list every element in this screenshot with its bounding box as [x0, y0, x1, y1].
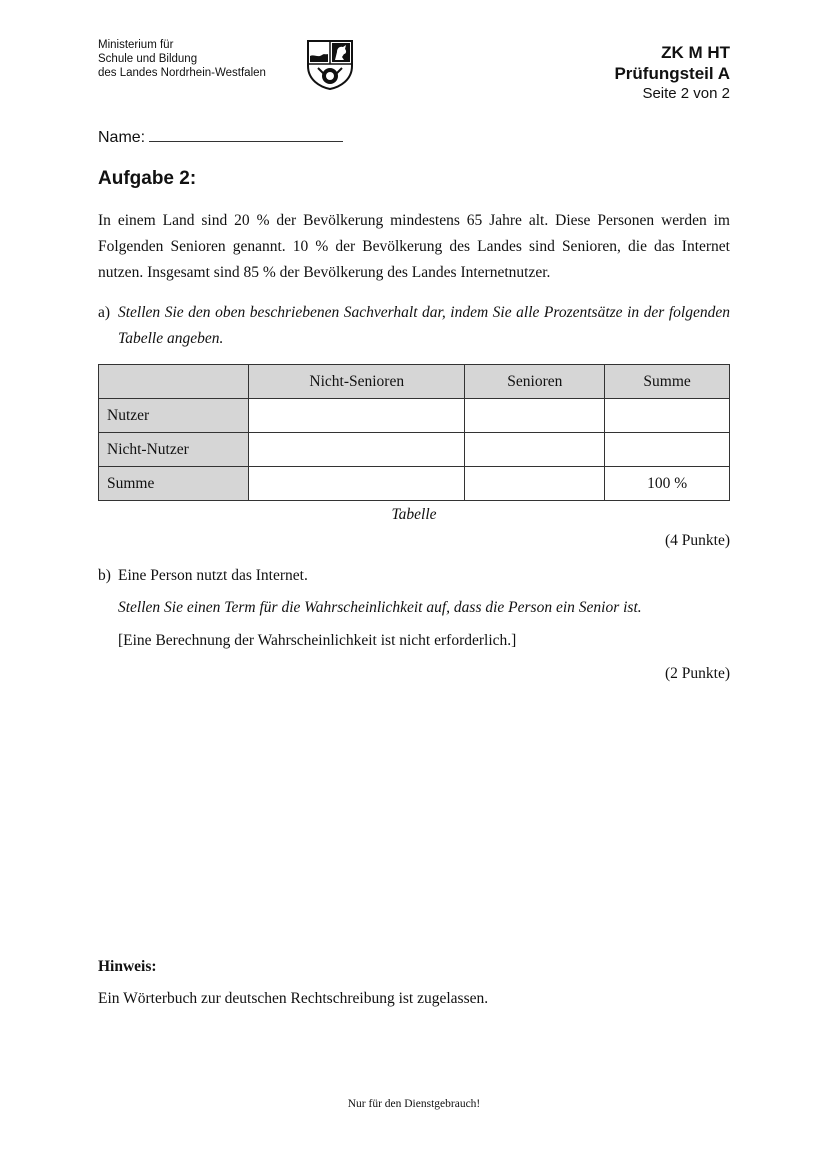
ministry-line-3: des Landes Nordrhein-Westfalen — [98, 67, 266, 79]
percentage-table — [98, 364, 730, 501]
ministry-line-2: Schule und Bildung — [98, 53, 198, 65]
part-b-instruction — [98, 595, 730, 621]
exam-part: Prüfungsteil A — [614, 64, 730, 83]
part-a-label: a) — [98, 304, 111, 321]
hint-title: Hinweis: — [98, 958, 157, 975]
name-label: Name: — [98, 129, 146, 146]
exam-code: ZK M HT — [661, 43, 730, 62]
table-row — [99, 399, 730, 433]
nrw-coat-of-arms-icon — [304, 38, 356, 90]
part-a-points: (4 Punkte) — [664, 532, 730, 549]
table-row-header: Nutzer — [99, 399, 249, 433]
table-header-row — [99, 365, 730, 399]
part-a-text: Stellen Sie den oben beschriebenen Sachverhalt dar, indem Sie alle Prozentsätze in der folgenden Tabelle angeben. — [118, 304, 730, 347]
table-cell[interactable] — [249, 467, 465, 501]
table-col-header: Summe — [605, 365, 730, 399]
table-cell[interactable] — [465, 399, 605, 433]
part-b-text-2: Stellen Sie einen Term für die Wahrscheinlichkeit auf, dass die Person ein Senior ist. — [118, 599, 642, 616]
name-row — [98, 127, 343, 147]
part-b-points: (2 Punkte) — [664, 665, 730, 682]
task-title: Aufgabe 2: — [98, 168, 197, 189]
table-cell: 100 % — [605, 467, 730, 501]
part-b-label: b) — [98, 567, 111, 584]
table-cell[interactable] — [465, 467, 605, 501]
exam-header — [614, 42, 730, 104]
table-cell[interactable] — [605, 399, 730, 433]
table-cell[interactable] — [605, 433, 730, 467]
table-row-header: Summe — [99, 467, 249, 501]
table-row-header: Nicht-Nutzer — [99, 433, 249, 467]
page-number: Seite 2 von 2 — [642, 85, 730, 102]
ministry-name — [98, 38, 266, 80]
table-cell[interactable] — [249, 433, 465, 467]
table-row — [99, 433, 730, 467]
table-cell[interactable] — [465, 433, 605, 467]
footer-note: Nur für den Dienstgebrauch! — [347, 1098, 481, 1110]
table-row — [99, 467, 730, 501]
name-line-field[interactable] — [149, 127, 343, 142]
part-b-text-3: [Eine Berechnung der Wahrscheinlichkeit ist nicht erforderlich.] — [118, 632, 517, 649]
table-caption: Tabelle — [391, 506, 437, 523]
table-col-header: Senioren — [465, 365, 605, 399]
table-corner-cell — [99, 365, 249, 399]
part-b — [98, 563, 730, 589]
part-a — [98, 300, 730, 352]
table-col-header: Nicht-Senioren — [249, 365, 465, 399]
part-b-note — [98, 628, 730, 654]
part-b-text-1: Eine Person nutzt das Internet. — [118, 567, 308, 584]
hint-text: Ein Wörterbuch zur deutschen Rechtschreibung ist zugelassen. — [98, 990, 489, 1007]
table-cell[interactable] — [249, 399, 465, 433]
ministry-line-1: Ministerium für — [98, 39, 174, 51]
task-intro: In einem Land sind 20 % der Bevölkerung mindestens 65 Jahre alt. Diese Personen werden im Folgenden Senioren genannt. 10 % der Bevölkerung des Landes sind Senioren, die das Internet nutzen. Insgesamt sind 85 % der Bevölkerung des Landes Internetnutzer. — [98, 212, 730, 281]
